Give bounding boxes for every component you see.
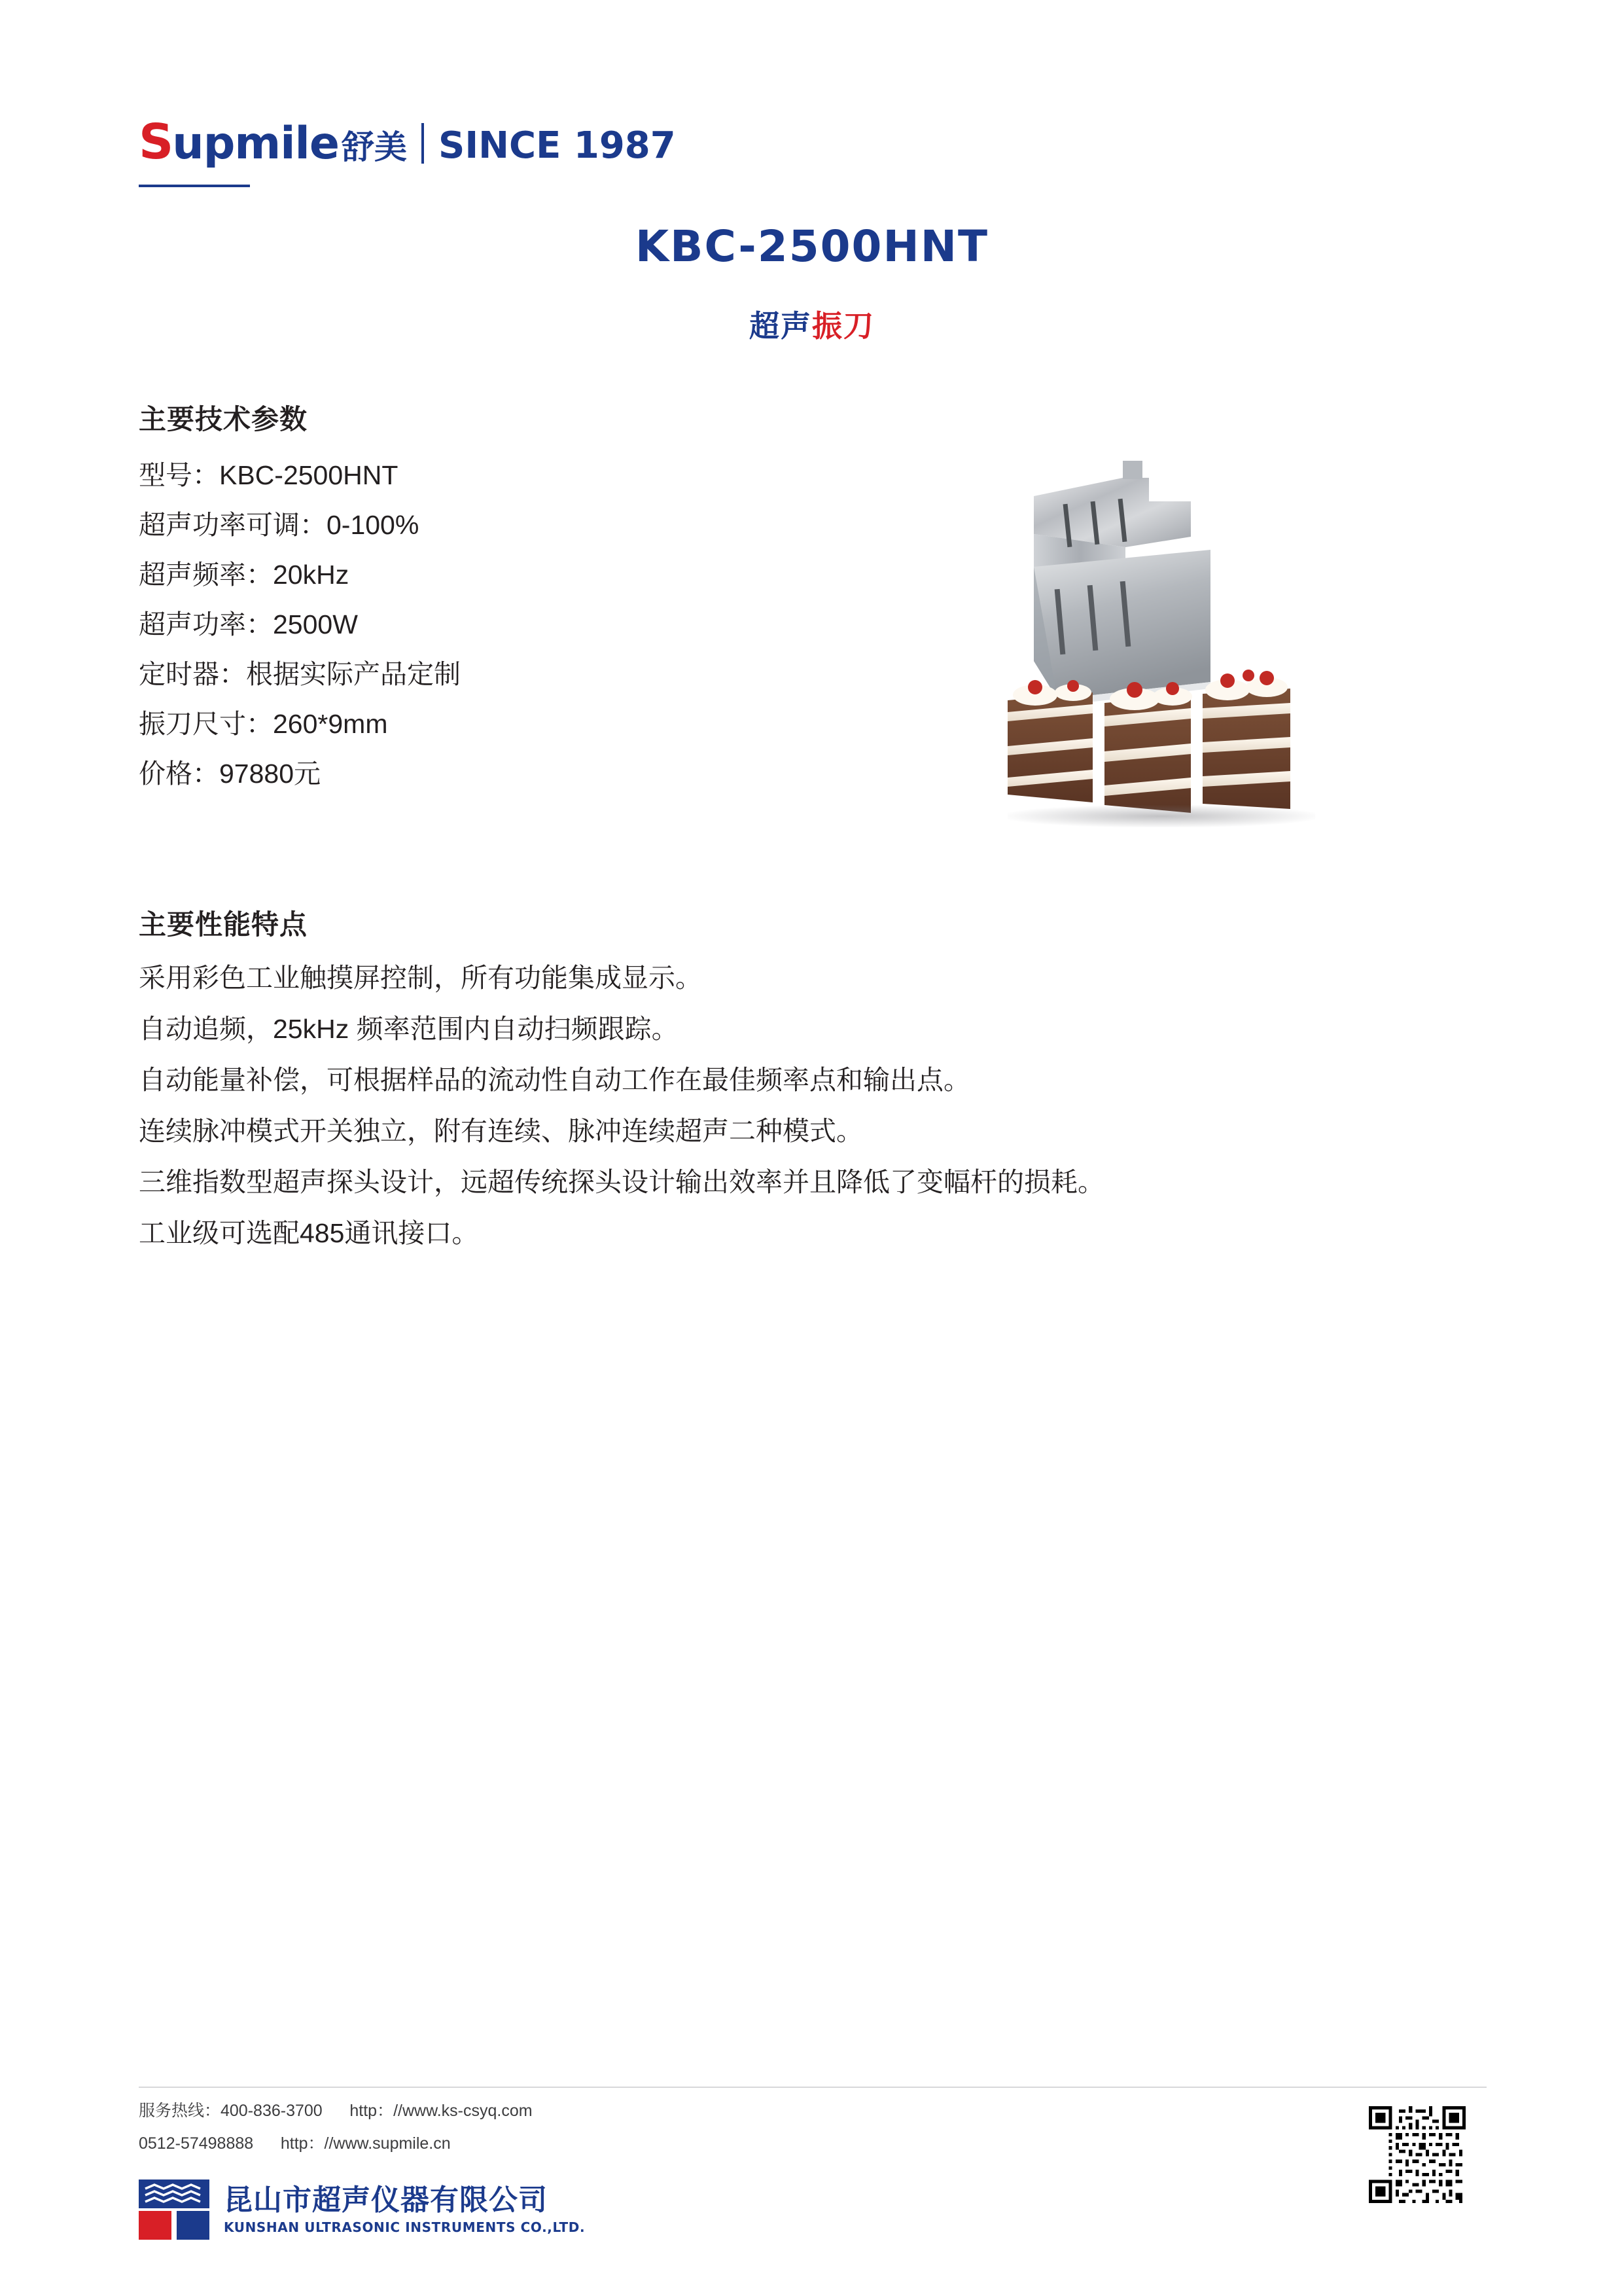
features-list <box>139 952 1382 1259</box>
feature-line: 连续脉冲模式开关独立，附有连续、脉冲连续超声二种模式。 <box>139 1116 863 1146</box>
logo-divider <box>421 123 424 164</box>
feature-line: 自动能量补偿，可根据样品的流动性自动工作在最佳频率点和输出点。 <box>139 1065 970 1095</box>
footer-divider <box>139 2087 1487 2088</box>
footer-contact-block <box>139 2094 1055 2160</box>
page-subtitle <box>0 302 1624 346</box>
logo-wordmark-latin: upmile <box>172 118 339 170</box>
cake-slice-left <box>1008 680 1093 802</box>
feature-line: 采用彩色工业触摸屏控制，所有功能集成显示。 <box>139 963 702 993</box>
spec-line: 超声频率：20kHz <box>139 560 349 590</box>
logo-mark-s: S <box>139 114 173 170</box>
company-name-group <box>224 2184 585 2236</box>
logo-wordmark-cn: 舒美 <box>341 129 407 166</box>
company-logo-blue-block <box>177 2211 209 2240</box>
company-logo-red-block <box>139 2211 171 2240</box>
feature-line: 工业级可选配485通讯接口。 <box>139 1218 479 1248</box>
ultrasonic-cutting-blade-illustration <box>995 439 1335 864</box>
spec-line: 振刀尺寸：260*9mm <box>139 709 388 739</box>
spec-line: 定时器：根据实际产品定制 <box>139 659 461 689</box>
qr-code-icon[interactable] <box>1369 2106 1466 2203</box>
subtitle-part-blue: 超声 <box>749 309 812 343</box>
feature-line: 三维指数型超声探头设计，远超传统探头设计输出效率并且降低了变幅杆的损耗。 <box>139 1167 1104 1197</box>
product-photo-shadow <box>1008 805 1315 827</box>
product-photo <box>995 439 1335 864</box>
wave-icon <box>144 2183 204 2204</box>
specs-heading: 主要技术参数 <box>139 404 308 435</box>
spec-line: 超声功率可调：0-100% <box>139 510 419 540</box>
logo-since-text: SINCE 1987 <box>438 124 676 167</box>
spec-line: 超声功率：2500W <box>139 609 358 639</box>
cake-slice-middle <box>1104 682 1192 813</box>
spec-line: 型号：KBC-2500HNT <box>139 460 398 490</box>
spec-line: 价格：97880元 <box>139 759 321 789</box>
logo-underline-rule <box>139 185 250 187</box>
subtitle-part-red: 振刀 <box>812 309 875 343</box>
company-name-cn: 昆山市超声仪器有限公司 <box>224 2183 548 2216</box>
brand-logo <box>139 114 676 170</box>
company-signature <box>139 2179 585 2240</box>
footer-contact-line-2[interactable]: 0512-57498888 http：//www.supmile.cn <box>139 2134 451 2153</box>
specs-list <box>139 450 924 798</box>
feature-line: 自动追频，25kHz 频率范围内自动扫频跟踪。 <box>139 1014 679 1044</box>
cake-slice-right <box>1203 670 1290 809</box>
features-heading: 主要性能特点 <box>139 909 308 940</box>
company-logo-icon <box>139 2179 209 2240</box>
company-name-en: KUNSHAN ULTRASONIC INSTRUMENTS CO.,LTD. <box>224 2219 586 2236</box>
page-title: KBC-2500HNT <box>635 221 989 272</box>
footer-contact-line-1[interactable]: 服务热线：400-836-3700 http：//www.ks-csyq.com <box>139 2102 533 2120</box>
